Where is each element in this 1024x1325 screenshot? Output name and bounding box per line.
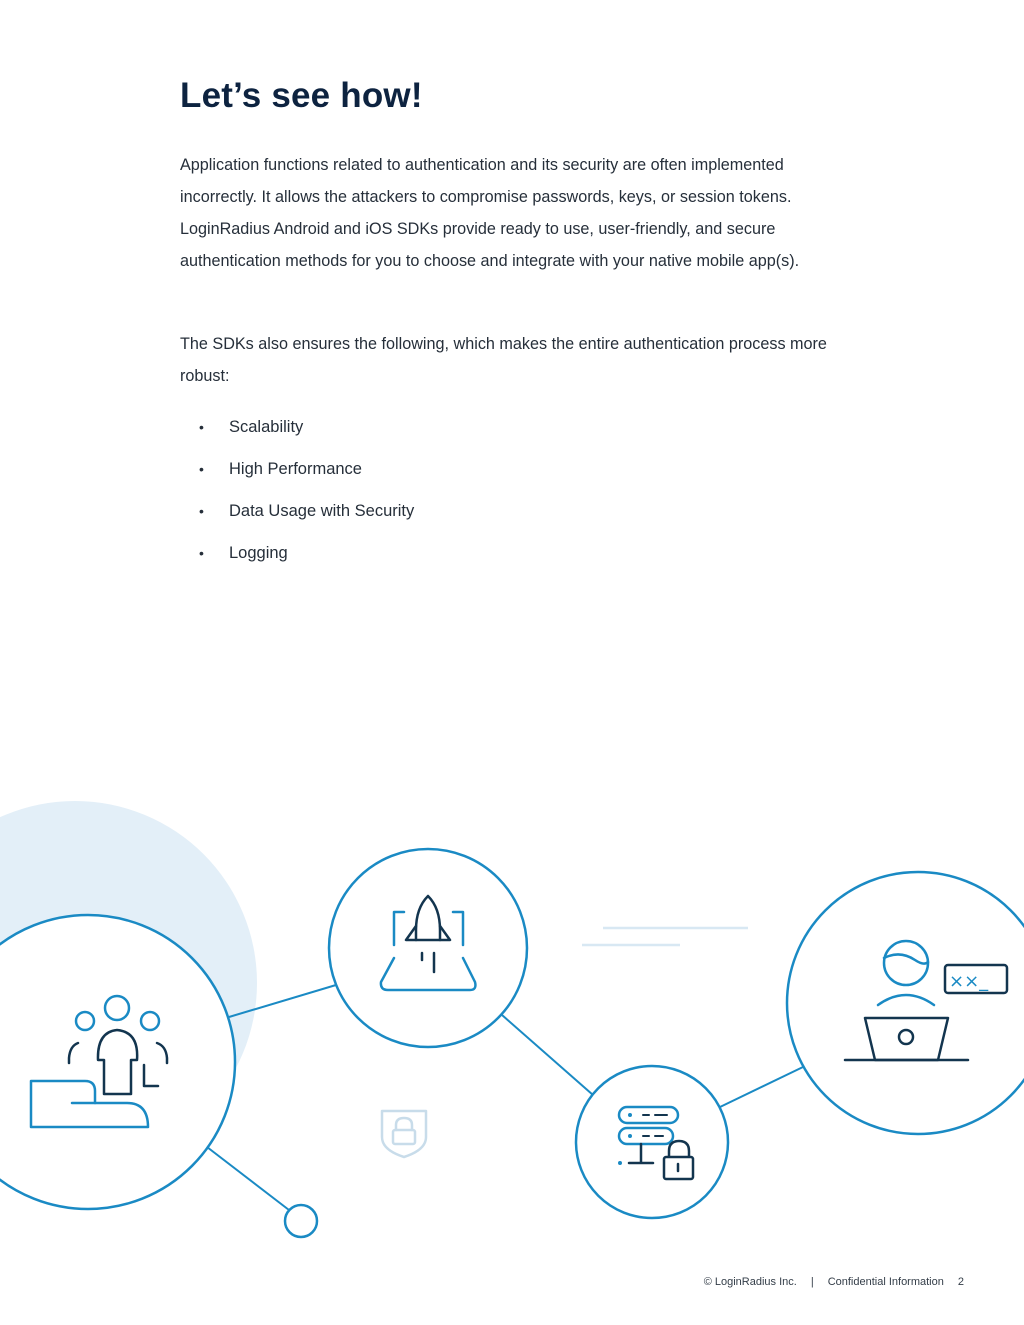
intro-paragraph: Application functions related to authentication and its security are often implemented incorrectly. It allows the attackers to compromise passwords, keys, or session tokens. LoginRadius Android and iOS SDKs provide ready to use, user-friendly, and secure authentication methods for you to choose and integrate with your native mobile app(s). — [180, 156, 800, 270]
bullet-icon: • — [199, 503, 204, 519]
list-item: • High Performance — [180, 452, 414, 494]
list-item: • Logging — [180, 536, 414, 578]
bullet-icon: • — [199, 419, 204, 435]
list-item: • Scalability — [180, 410, 414, 452]
network-illustration — [0, 780, 1024, 1250]
page-title: Let’s see how! — [180, 76, 423, 115]
list-item: • Data Usage with Security — [180, 494, 414, 536]
rocket-node — [329, 849, 527, 1047]
bullet-icon: • — [199, 461, 204, 477]
footer-separator: | — [810, 1276, 814, 1288]
shield-lock-icon — [382, 1111, 426, 1157]
page-footer — [704, 1276, 964, 1288]
feature-list — [180, 410, 414, 578]
copyright-text: © LoginRadius Inc. — [703, 1276, 797, 1288]
bullet-icon: • — [199, 545, 204, 561]
developer-node — [787, 872, 1024, 1134]
page-number: 2 — [957, 1276, 964, 1288]
end-node — [285, 1205, 317, 1237]
confidential-label: Confidential Information — [827, 1276, 944, 1288]
server-node — [576, 1066, 728, 1218]
terminal-prompt: ××_ — [949, 971, 989, 992]
sdk-paragraph: The SDKs also ensures the following, which makes the entire authentication process more robust: — [180, 335, 827, 385]
